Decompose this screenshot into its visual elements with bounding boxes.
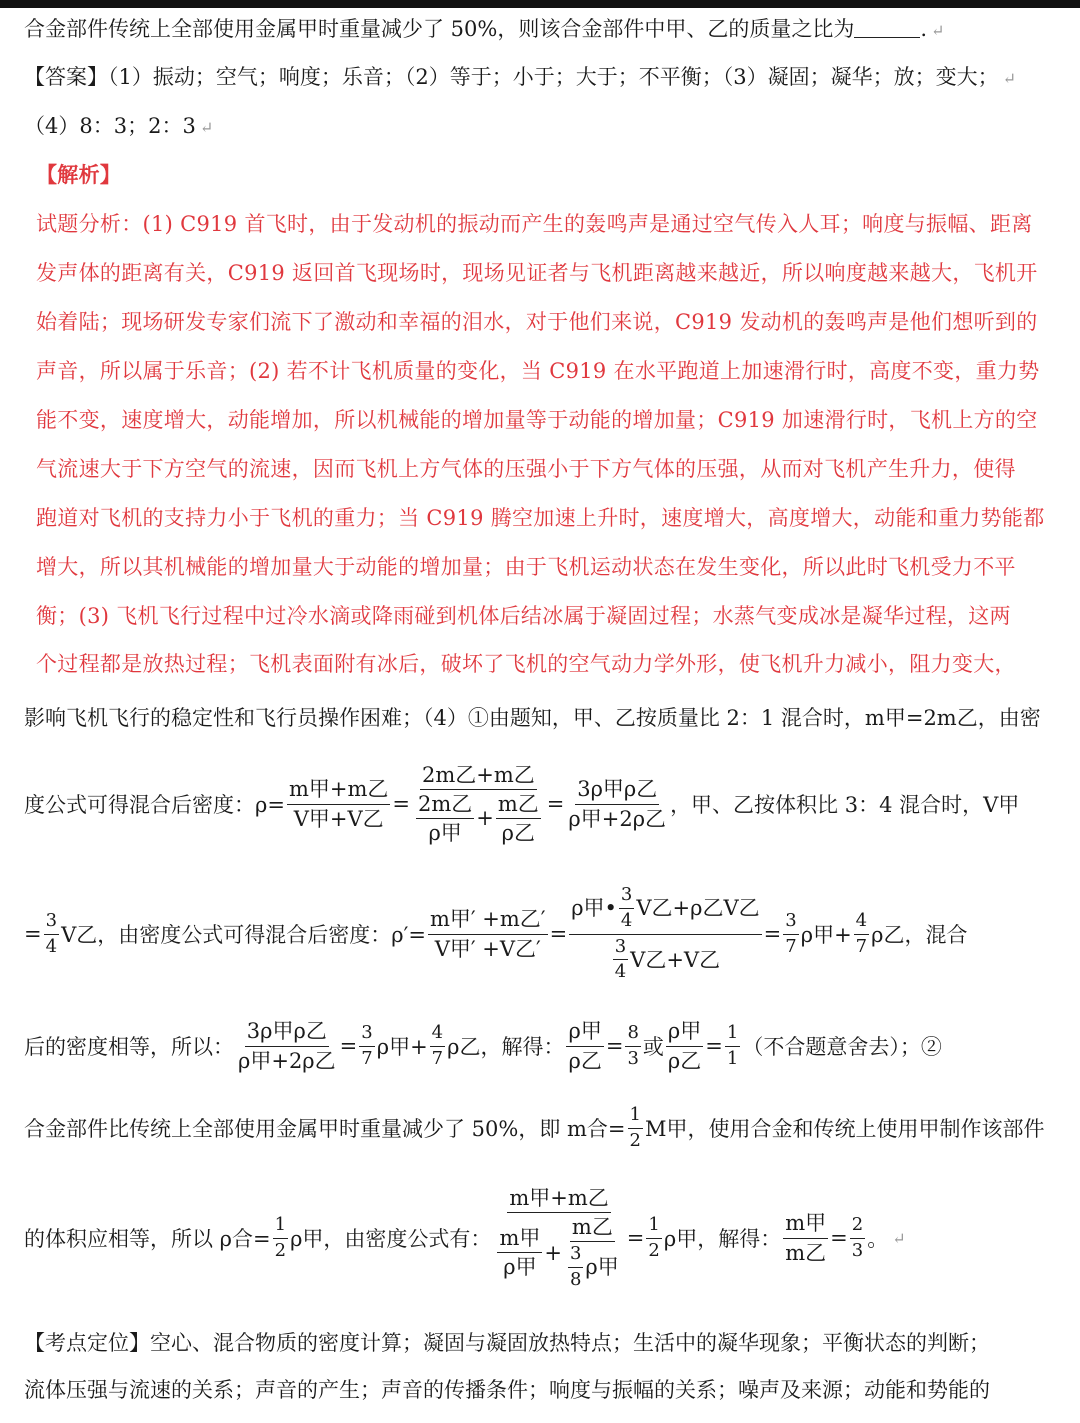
frac-denominator: 2 xyxy=(274,1239,287,1261)
frac-numerator: 3 xyxy=(359,1023,374,1047)
eq2-middle: V乙，由密度公式可得混合后密度：ρ′= xyxy=(61,923,426,947)
frac-denominator: 7 xyxy=(855,935,868,957)
frac-denominator: 7 xyxy=(431,1047,444,1069)
fraction-one-over-one xyxy=(725,1023,740,1069)
eq3-middle: ，解得： xyxy=(480,1035,565,1059)
answer-line-2 xyxy=(24,111,1044,143)
answer-text: 【答案】（1）振动；空气；响度；乐音；（2）等于；小于；大于；不平衡；（3）凝固；凝华；放；变大； xyxy=(24,65,999,89)
inner-numerator: 2m乙 xyxy=(416,792,474,819)
analysis-header: 【解析】 xyxy=(36,162,122,187)
analysis-line-1: 试题分析：(1) C919 首飞时，由于发动机的振动而产生的轰鸣声是通过空气传入人耳；响度与振幅、距离 xyxy=(36,212,1033,236)
equals-sign: = xyxy=(830,1226,848,1250)
analysis-line-9: 衡；(3) 飞机飞行过程中过冷水滴或降雨碰到机体后结冰属于凝固过程；水蒸气变成冰是凝华过程，这两 xyxy=(36,604,1011,628)
analysis-line-7: 跑道对飞机的支持力小于飞机的重力；当 C919 腾空加速上升时，速度增大，高度增大，动能和重力势能都 xyxy=(36,506,1045,530)
fraction-eight-thirds xyxy=(625,1023,640,1069)
eq4-suffix: M甲，使用合金和传统上使用甲制作该部件 xyxy=(645,1117,1045,1141)
eq1-prefix: 度公式可得混合后密度：ρ= xyxy=(24,793,285,817)
fraction-mass-ratio xyxy=(783,1211,828,1264)
frac-denominator: 8 xyxy=(569,1268,582,1290)
frac-numerator: 3ρ甲ρ乙 xyxy=(245,1019,329,1046)
fraction-four-sevenths xyxy=(854,911,869,957)
inner-numerator: 3 xyxy=(619,885,634,909)
term-v-sum: V乙+V乙 xyxy=(630,947,721,972)
frac-denominator-compound xyxy=(609,935,722,983)
answer-blank xyxy=(854,17,920,38)
frac-numerator: 1 xyxy=(273,1215,288,1239)
inner-denominator: ρ甲 xyxy=(503,1255,537,1280)
question-text: 合金部件传统上全部使用金属甲时重量减少了 50%，则该合金部件中甲、乙的质量之比为 xyxy=(24,17,855,41)
frac-numerator: m甲 xyxy=(783,1211,828,1238)
answer-line xyxy=(24,62,1044,94)
fraction-rho-ratio xyxy=(666,1019,703,1072)
eq5-middle: ρ甲，由密度公式有： xyxy=(290,1227,492,1251)
fraction-rho-ratio xyxy=(566,1019,603,1072)
fraction-three-quarters xyxy=(44,911,59,957)
frac-numerator: 1 xyxy=(725,1023,740,1047)
top-edge-bar xyxy=(0,0,1080,8)
inner-fraction xyxy=(564,1215,621,1291)
fraction-complex-3 xyxy=(493,1186,624,1291)
frac-numerator: 3 xyxy=(568,1244,583,1268)
question-period: . xyxy=(920,17,928,41)
term-rho-jia: ρ甲 xyxy=(585,1255,619,1280)
key-points-line-1: 【考点定位】空心、混合物质的密度计算；凝固与凝固放热特点；生活中的凝华现象；平衡状态的判断； xyxy=(24,1331,990,1355)
eq5-prefix: 的体积应相等，所以 ρ合= xyxy=(24,1227,271,1251)
eq4-prefix: 合金部件比传统上全部使用金属甲时重量减少了 50%，即 m合= xyxy=(24,1117,626,1141)
fraction-one-half xyxy=(646,1215,661,1261)
frac-denominator: 4 xyxy=(45,935,58,957)
return-mark-icon: ↵ xyxy=(931,21,945,40)
frac-numerator: m甲+m乙 xyxy=(287,777,390,804)
frac-numerator-compound xyxy=(569,885,761,934)
frac-denominator-compound xyxy=(493,1213,624,1291)
inner-denominator: 4 xyxy=(614,961,627,983)
frac-denominator: ρ甲+2ρ乙 xyxy=(238,1048,336,1073)
key-points-line-2: 流体压强与流速的关系；声音的产生；声音的传播条件；响度与振幅的关系；噪声及来源；动能和势能的 xyxy=(24,1378,990,1402)
fraction-complex xyxy=(412,763,545,845)
analysis-line-5: 能不变，速度增大，动能增加，所以机械能的增加量等于动能的增加量；C919 加速滑行时，飞机上方的空 xyxy=(36,408,1038,432)
frac-denominator: 1 xyxy=(726,1047,739,1069)
equals-sign: = xyxy=(626,1226,645,1250)
frac-numerator: 2 xyxy=(850,1215,865,1239)
analysis-line-2: 发声体的距离有关，C919 返回首飞现场时，现场见证者与飞机距离越来越近，所以响度越来越大，飞机开 xyxy=(36,261,1038,285)
equals-sign: = xyxy=(546,792,565,816)
body-line-1: 影响飞机飞行的稳定性和飞行员操作困难；（4）①由题知，甲、乙按质量比 2：1 混合时，m甲=2m乙，由密 xyxy=(24,706,1041,730)
or-word: 或 xyxy=(642,1035,664,1059)
frac-numerator: ρ甲 xyxy=(566,1019,603,1046)
fraction-three-sevenths xyxy=(359,1023,374,1069)
term-rho-jia-plus: ρ甲+ xyxy=(800,923,852,947)
frac-denominator: 3 xyxy=(627,1047,639,1069)
frac-numerator: 1 xyxy=(628,1105,643,1129)
fraction-complex-2 xyxy=(569,885,761,983)
plus-sign: + xyxy=(544,1240,562,1265)
equation-line-3 xyxy=(24,1004,1044,1088)
return-mark-icon: ↵ xyxy=(1002,69,1016,88)
equals-sign: = xyxy=(705,1034,723,1058)
equals-sign: = xyxy=(549,922,568,946)
fraction-three-sevenths xyxy=(783,911,798,957)
equals-sign: = xyxy=(605,1034,624,1058)
inner-fraction xyxy=(416,792,474,845)
frac-denominator: ρ甲+2ρ乙 xyxy=(568,806,667,831)
frac-denominator: 3 xyxy=(851,1239,864,1261)
fraction-density-result xyxy=(566,777,668,830)
fraction-four-sevenths xyxy=(430,1023,445,1069)
question-line xyxy=(24,14,1044,46)
inner-numerator: m乙 xyxy=(570,1215,615,1242)
return-mark-icon: ↵ xyxy=(199,118,214,137)
term-v-yi: V乙+ρ乙V乙 xyxy=(636,896,760,921)
inner-fraction xyxy=(497,1226,542,1279)
analysis-line-3: 始着陆；现场研发专家们流下了激动和幸福的泪水，对于他们来说，C919 发动机的轰鸣声是他们想听到的 xyxy=(36,310,1038,334)
analysis-line-10: 个过程都是放热过程；飞机表面附有冰后，破坏了飞机的空气动力学外形，使飞机升力减小，阻力变大， xyxy=(36,652,1016,676)
inner-fraction xyxy=(619,885,634,931)
frac-numerator: 3ρ甲ρ乙 xyxy=(575,777,659,804)
frac-numerator: 8 xyxy=(625,1023,640,1047)
equals-sign: = xyxy=(763,922,782,946)
inner-fraction xyxy=(496,792,541,845)
frac-denominator: 7 xyxy=(785,935,797,957)
frac-numerator: m甲′ +m乙′ xyxy=(428,907,548,934)
frac-denominator: m乙 xyxy=(785,1240,827,1265)
analysis-line-8: 增大，所以其机械能的增加量大于动能的增加量；由于飞机运动状态在发生变化，所以此时飞机受力不平 xyxy=(36,555,1016,579)
return-mark-icon: ↵ xyxy=(892,1228,906,1248)
fraction-one-half xyxy=(628,1105,643,1151)
inner-denominator: ρ甲 xyxy=(428,821,462,846)
inner-fraction xyxy=(613,937,628,983)
inner-numerator: 3 xyxy=(613,937,628,961)
eq3-prefix: 后的密度相等，所以： xyxy=(24,1035,234,1059)
frac-denominator: 2 xyxy=(648,1239,660,1261)
inner-numerator: m甲 xyxy=(497,1226,542,1253)
equation-line-5 xyxy=(24,1174,1044,1302)
analysis-line-6: 气流速大于下方空气的流速，因而飞机上方气体的压强小于下方气体的压强，从而对飞机产生升力，使得 xyxy=(36,457,1016,481)
frac-numerator: 3 xyxy=(783,911,798,935)
answer-text-2: （4）8：3；2：3 xyxy=(24,114,196,138)
frac-numerator: 2m乙+m乙 xyxy=(420,763,537,790)
eq5-solve-text: ，解得： xyxy=(697,1227,782,1251)
inner-denominator: ρ乙 xyxy=(501,821,536,846)
frac-denominator: V甲′ +V乙′ xyxy=(434,936,541,961)
fraction-three-eighths xyxy=(568,1244,583,1290)
equals-sign: = xyxy=(339,1034,358,1058)
frac-numerator: m甲+m乙 xyxy=(507,1186,610,1213)
eq2-prefix: = xyxy=(24,922,42,946)
frac-denominator: 2 xyxy=(629,1129,641,1151)
equals-sign: = xyxy=(392,792,410,816)
frac-denominator: ρ乙 xyxy=(568,1048,602,1073)
fraction-density-result xyxy=(236,1019,338,1072)
frac-numerator: ρ甲 xyxy=(666,1019,703,1046)
plus-sign: + xyxy=(476,806,494,831)
frac-denominator: V甲+V乙 xyxy=(293,806,384,831)
eq2-suffix: ，混合 xyxy=(904,923,968,947)
term-rho-jia: ρ甲 xyxy=(663,1227,698,1251)
term-rho-yi: ρ乙 xyxy=(871,923,905,947)
fraction-mass-prime xyxy=(428,907,548,960)
frac-denominator: ρ乙 xyxy=(667,1048,702,1073)
eq1-suffix: ，甲、乙按体积比 3：4 混合时，V甲 xyxy=(670,793,1020,817)
frac-numerator: 3 xyxy=(44,911,59,935)
inner-denominator: 4 xyxy=(620,909,633,931)
analysis-line-4: 声音，所以属于乐音；(2) 若不计飞机质量的变化，当 C919 在水平跑道上加速滑行时，高度不变，重力势 xyxy=(36,359,1040,383)
frac-numerator: 4 xyxy=(430,1023,445,1047)
term-rho-yi: ρ乙 xyxy=(447,1035,481,1059)
fraction-mass-over-volume xyxy=(287,777,390,830)
frac-denominator: 7 xyxy=(361,1047,373,1069)
fraction-one-half xyxy=(273,1215,288,1261)
equation-line-4 xyxy=(24,1098,1044,1158)
term-rho-jia: ρ甲• xyxy=(571,896,617,921)
term-rho-jia-plus: ρ甲+ xyxy=(376,1035,428,1059)
frac-numerator: 4 xyxy=(854,911,869,935)
frac-denominator-compound xyxy=(412,790,545,845)
equation-line-2 xyxy=(24,874,1044,994)
equation-line-1 xyxy=(24,748,1044,860)
eq3-suffix: （不合题意舍去）；② xyxy=(742,1035,942,1059)
eq5-suffix: 。 xyxy=(867,1227,889,1251)
inner-numerator: m乙 xyxy=(496,792,541,819)
inner-denominator-compound xyxy=(564,1242,621,1290)
fraction-two-thirds xyxy=(850,1215,865,1261)
frac-numerator: 1 xyxy=(646,1215,661,1239)
